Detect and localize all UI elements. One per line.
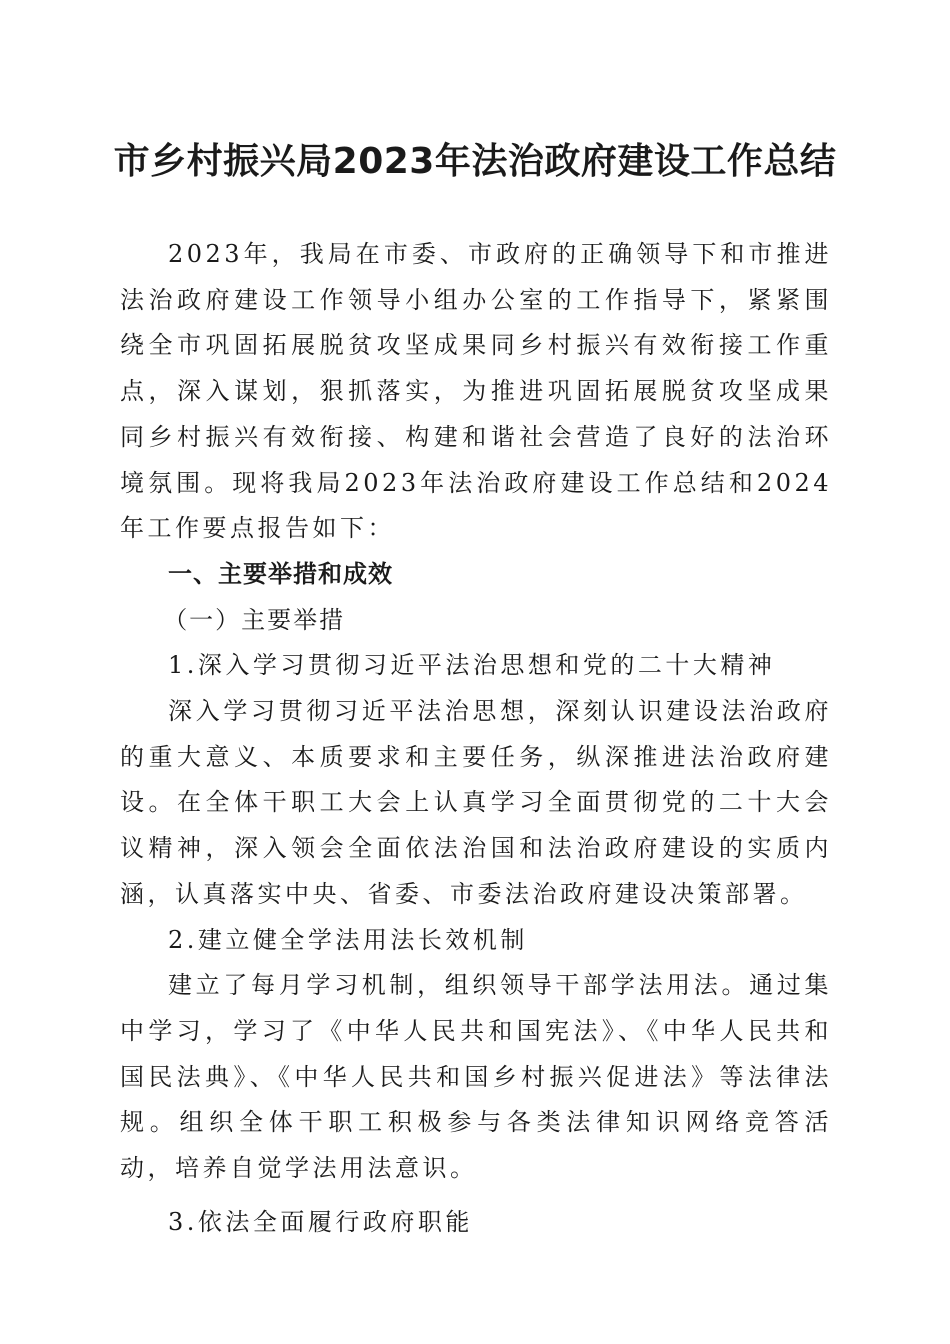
section-heading-measures: 一、主要举措和成效	[168, 559, 393, 588]
item-body-study: 深入学习贯彻习近平法治思想，深刻认识建设法治政府的重大意义、本质要求和主要任务，纵深推进法治政府建设。在全体干职工大会上认真学习全面贯彻党的二十大会议精神，深入领会全面依法治国和法治政府建设的实质内涵，认真落实中央、省委、市委法治政府建设决策部署。	[120, 697, 832, 908]
paragraph-spacer	[120, 1192, 832, 1200]
item-heading-mechanism: 2.建立健全学法用法长效机制	[168, 925, 528, 954]
subsection-heading-measures: （一）主要举措	[163, 605, 346, 634]
item-heading-study: 1.深入学习贯彻习近平法治思想和党的二十大精神	[168, 651, 776, 680]
document-body	[120, 232, 832, 1245]
document-title: 市乡村振兴局2023年法治政府建设工作总结	[113, 141, 837, 182]
item-body-mechanism: 建立了每月学习机制，组织领导干部学法用法。通过集中学习，学习了《中华人民共和国宪法》、《中华人民共和国民法典》、《中华人民共和国乡村振兴促进法》等法律法规。组织全体干职工积极参与各类法律知识网络竞答活动，培养自觉学法用法意识。	[120, 971, 832, 1183]
item-heading-functions: 3.依法全面履行政府职能	[168, 1207, 473, 1236]
intro-paragraph: 2023年，我局在市委、市政府的正确领导下和市推进法治政府建设工作领导小组办公室的工作指导下，紧紧围绕全市巩固拓展脱贫攻坚成果同乡村振兴有效衔接工作重点，深入谋划，狠抓落实，为推进巩固拓展脱贫攻坚成果同乡村振兴有效衔接、构建和谐社会营造了良好的法治环境氛围。现将我局2023年法治政府建设工作总结和2024年工作要点报告如下：	[120, 240, 832, 543]
